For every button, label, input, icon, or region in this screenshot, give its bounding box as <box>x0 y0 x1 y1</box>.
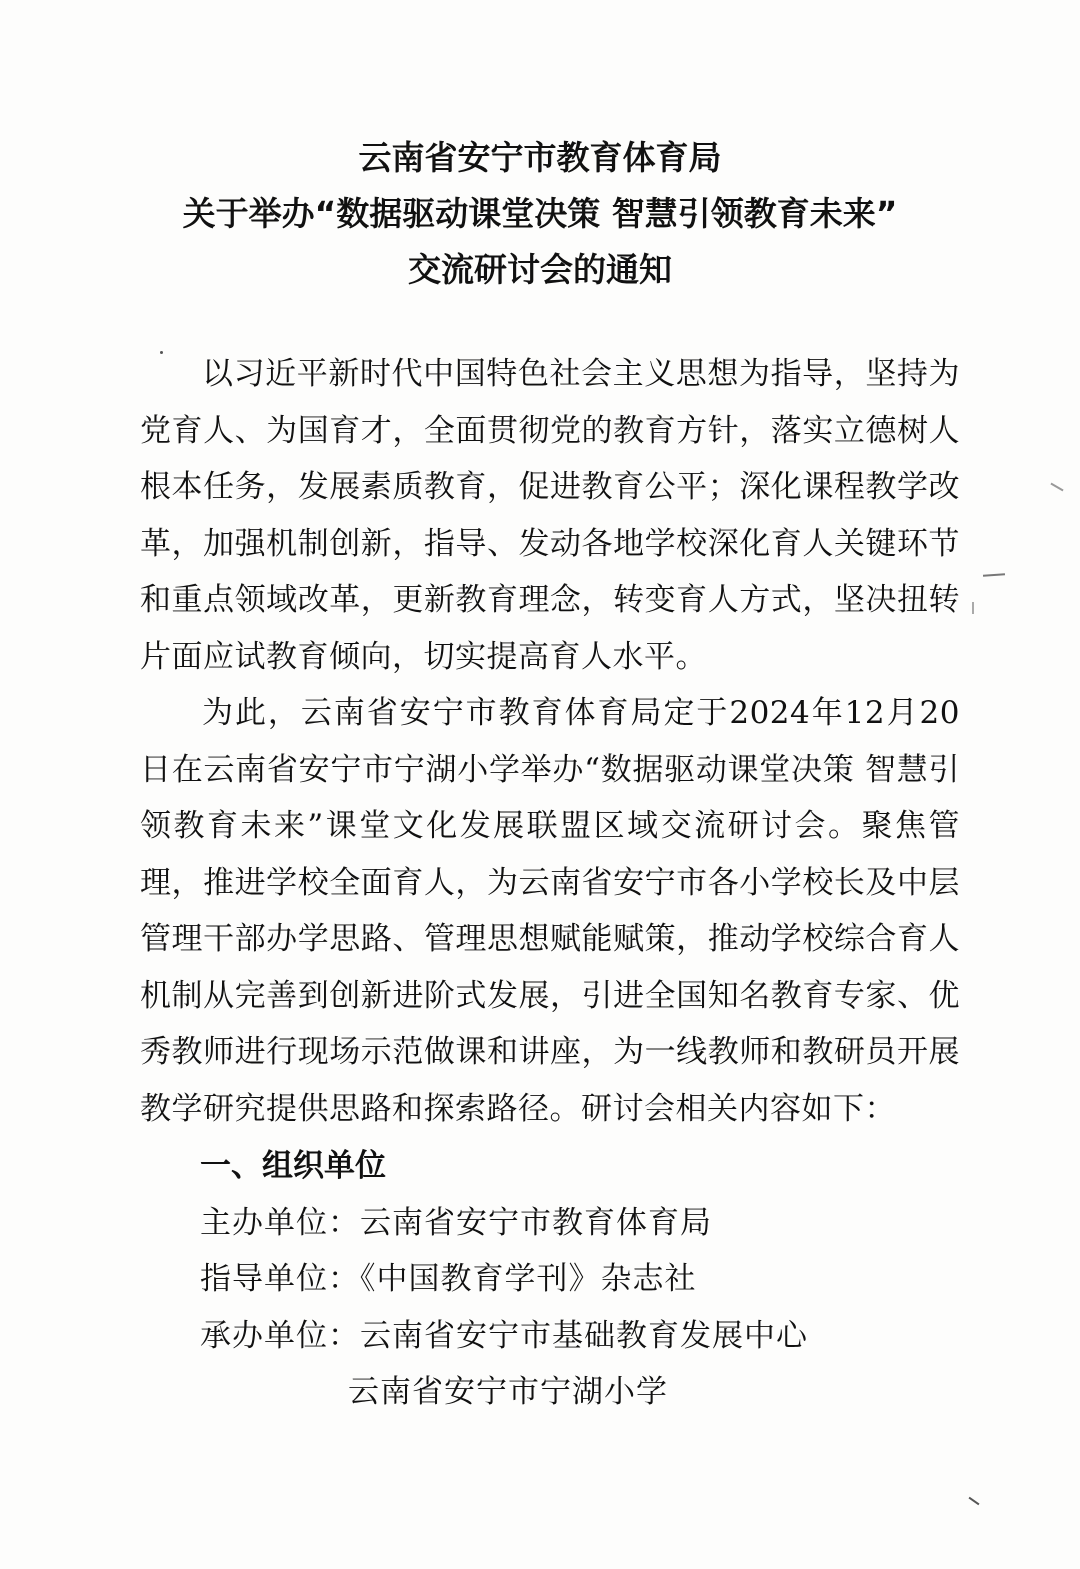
guide-unit-value: 《中国教育学刊》杂志社 <box>360 1261 697 1297</box>
host-unit-row <box>200 1195 712 1251</box>
host-unit-label: 主办单位： <box>200 1205 360 1241</box>
document-title-line1: 云南省安宁市教育体育局 <box>358 138 722 177</box>
scan-speck <box>969 1497 980 1506</box>
organizer-unit-value-2: 云南省安宁市宁湖小学 <box>348 1374 668 1410</box>
scan-speck <box>1050 483 1063 492</box>
host-unit-value: 云南省安宁市教育体育局 <box>360 1205 712 1241</box>
section-heading-organizers: 一、组织单位 <box>200 1148 386 1184</box>
scan-speck <box>983 573 1005 577</box>
organizer-unit-row-2 <box>348 1364 668 1420</box>
organizer-unit-label: 承办单位： <box>200 1318 360 1354</box>
body-paragraph-1: 以习近平新时代中国特色社会主义思想为指导，坚持为党育人、为国育才，全面贯彻党的教育方针，落实立德树人根本任务，发展素质教育，促进教育公平；深化课程教学改革，加强机制创新，指导、发动各地学校深化育人关键环节和重点领域改革，更新教育理念，转变育人方式，坚决扭转片面应试教育倾向，切实提高育人水平。 <box>140 356 960 675</box>
organizer-unit-row <box>200 1308 808 1364</box>
scan-speck <box>972 602 974 614</box>
organizer-unit-value-1: 云南省安宁市基础教育发展中心 <box>360 1318 808 1354</box>
scan-speck <box>160 351 163 354</box>
body-paragraph-2: 为此，云南省安宁市教育体育局定于2024年12月20日在云南省安宁市宁湖小学举办“数据驱动课堂决策 智慧引领教育未来”课堂文化发展联盟区域交流研讨会。聚焦管理，推进学校全面育人，为云南省安宁市各小学校长及中层管理干部办学思路、管理思想赋能赋策，推动学校综合育人机制从完善到创新进阶式发展，引进全国知名教育专家、优秀教师进行现场示范做课和讲座，为一线教师和教研员开展教学研究提供思路和探索路径。研讨会相关内容如下： <box>140 695 960 1127</box>
document-title-line2: 关于举办“数据驱动课堂决策 智慧引领教育未来” <box>182 194 898 233</box>
guide-unit-label: 指导单位： <box>200 1261 360 1297</box>
document-title-line3: 交流研讨会的通知 <box>408 250 672 289</box>
guide-unit-row <box>200 1251 697 1307</box>
